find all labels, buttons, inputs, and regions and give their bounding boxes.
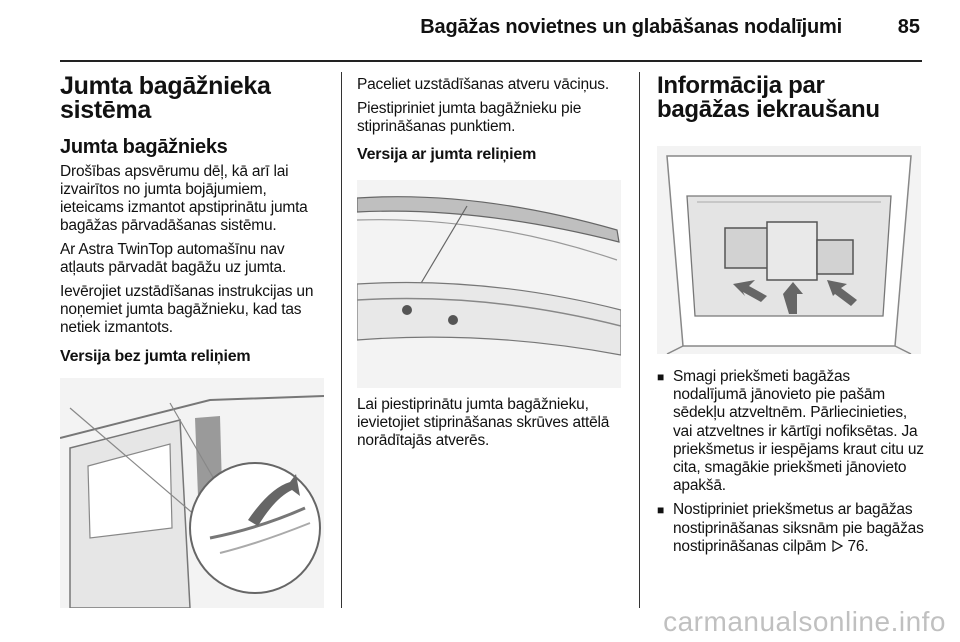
page-header-title: Bagāžas novietnes un glabāšanas nodalījumi bbox=[420, 16, 842, 38]
column-divider-2 bbox=[639, 72, 640, 608]
paragraph-insert-bolts: Lai piestiprinātu jumta bagāžnieku, ievietojiet stiprināšanas skrūves attēlā norādītajās atverēs. bbox=[357, 396, 610, 449]
paragraph-installation: Ievērojiet uzstādīšanas instrukcijas un noņemiet jumta bagāžnieku, kad tas netiek izmantots. bbox=[60, 283, 314, 336]
subsection-title-roof-rack: Jumta bagāžnieks bbox=[60, 136, 228, 158]
page-number: 85 bbox=[897, 16, 920, 38]
heading-version-without-rails: Versija bez jumta reliņiem bbox=[60, 348, 251, 365]
column-left bbox=[60, 74, 328, 608]
list-item bbox=[657, 501, 927, 557]
header-divider bbox=[60, 60, 922, 62]
list-item-text: Smagi priekšmeti bagāžas nodalījumā jānovieto pie pašām sēdekļu atzveltnēm. Pārliecinieties, vai atzveltnes ir kārtīgi nofiksētas. Ja priekšmetus ir iespējams kraut citu uz cita, smagākie priekšmeti jānovieto apakšā. bbox=[673, 368, 924, 495]
paragraph-lift-caps: Paceliet uzstādīšanas atveru vāciņus. bbox=[357, 76, 609, 93]
loading-tips-list bbox=[657, 368, 927, 557]
section-title-roof-rack-system: Jumta bagāžnieka sistēma bbox=[60, 72, 271, 124]
section-title-loading-info: Informācija par bagāžas iekraušanu bbox=[657, 72, 880, 123]
bullet-square-icon: ■ bbox=[657, 503, 665, 518]
illustration-roof-with-rails bbox=[357, 180, 621, 388]
watermark: carmanualsonline.info bbox=[663, 606, 946, 637]
paragraph-safety: Drošības apsvērumu dēļ, kā arī lai izvairītos no jumta bojājumiem, ieteicams izmantot apstiprinātu jumta bagāžas pārvadāšanas sistēmu. bbox=[60, 163, 308, 234]
paragraph-attach-points: Piestipriniet jumta bagāžnieku pie stiprināšanas punktiem. bbox=[357, 100, 582, 135]
heading-version-with-rails: Versija ar jumta reliņiem bbox=[357, 146, 537, 163]
triangle-ref-icon bbox=[832, 539, 843, 557]
list-item-text: Nostipriniet priekšmetus ar bagāžas nostiprināšanas siksnām pie bagāžas nostiprināšanas cilpām bbox=[673, 501, 924, 555]
illustration-roof-without-rails bbox=[60, 378, 324, 608]
illustration-luggage-compartment bbox=[657, 146, 921, 354]
column-right bbox=[657, 74, 927, 557]
bullet-square-icon: ■ bbox=[657, 370, 665, 384]
paragraph-twintop: Ar Astra TwinTop automašīnu nav atļauts pārvadāt bagāžu uz jumta. bbox=[60, 241, 287, 276]
page-reference[interactable]: 76. bbox=[847, 537, 869, 555]
column-divider-1 bbox=[341, 72, 342, 608]
list-item bbox=[657, 368, 927, 495]
column-middle bbox=[357, 74, 623, 450]
